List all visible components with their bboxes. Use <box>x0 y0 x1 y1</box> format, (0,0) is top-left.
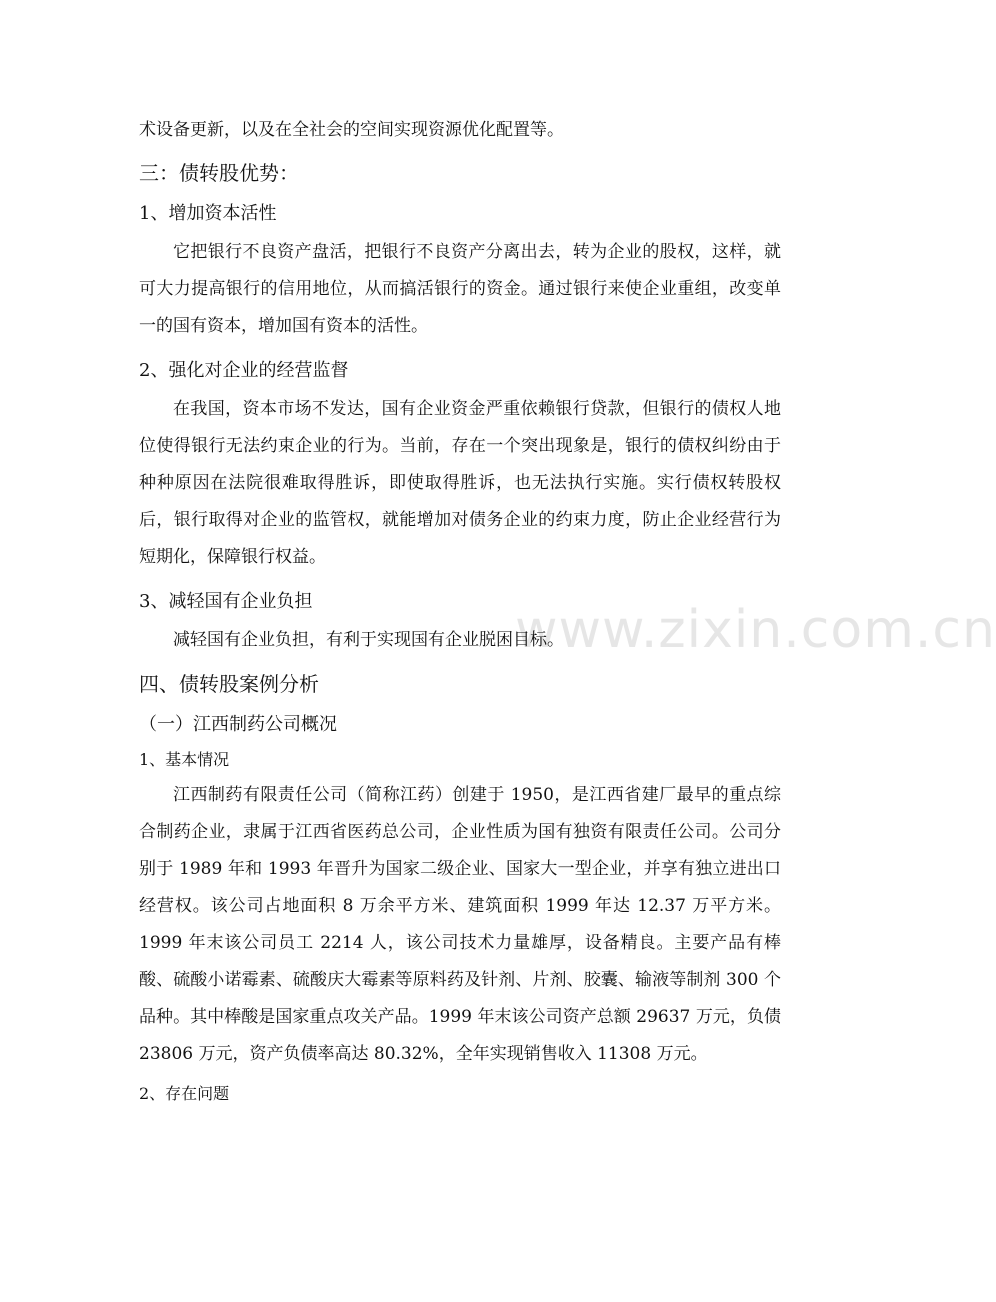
section4-sub1-title: （一）江西制药公司概况 <box>139 714 337 735</box>
section3-item1-title: 1、增加资本活性 <box>139 203 277 224</box>
section3-item3-text: 减轻国有企业负担，有利于实现国有企业脱困目标。 <box>173 630 564 650</box>
section3-item2-text: 在我国，资本市场不发达，国有企业资金严重依赖银行贷款，但银行的债权人地位使得银行无法约束企业的行为。当前，存在一个突出现象是，银行的债权纠纷由于种种原因在法院很难取得胜诉，即使取得胜诉，也无法执行实施。实行债权转股权后，银行取得对企业的监管权，就能增加对债务企业的约束力度，防止企业经营行为短期化，保障银行权益。 <box>139 399 781 567</box>
section4-title: 四、债转股案例分析 <box>139 672 319 696</box>
lead-line: 术设备更新，以及在全社会的空间实现资源优化配置等。 <box>139 120 564 140</box>
section3-item1-text: 它把银行不良资产盘活，把银行不良资产分离出去，转为企业的股权，这样，就可大力提高银行的信用地位，从而搞活银行的资金。通过银行来使企业重组，改变单一的国有资本，增加国有资本的活性。 <box>139 242 781 336</box>
section3-item2-title: 2、强化对企业的经营监督 <box>139 360 349 381</box>
section3-item3-title: 3、减轻国有企业负担 <box>139 591 313 612</box>
watermark: www.zixin.com.cn <box>515 600 996 660</box>
document-body <box>139 112 781 1111</box>
basic-info-text: 江西制药有限责任公司（简称江药）创建于 1950，是江西省建厂最早的重点综合制药企业，隶属于江西省医药总公司，企业性质为国有独资有限责任公司。公司分别于 1989 年和 1993 年晋升为国家二级企业、国家大一型企业，并享有独立进出口经营权。该公司占地面积 8 万余平方米、建筑面积 1999 年达 12.37 万平方米。1999 年末该公司员工 2214 人，该公司技术力量雄厚，设备精良。主要产品有棒酸、硫酸小诺霉素、硫酸庆大霉素等原料药及针剂、片剂、胶囊、输液等制剂 300 个品种。其中棒酸是国家重点攻关产品。1999 年末该公司资产总额 29637 万元，负债 23806 万元，资产负债率高达 80.32%，全年实现销售收入 11308 万元。 <box>139 785 781 1064</box>
section3-title: 三：债转股优势： <box>139 161 299 185</box>
problems-title: 2、存在问题 <box>139 1084 230 1103</box>
basic-info-title: 1、基本情况 <box>139 750 230 769</box>
